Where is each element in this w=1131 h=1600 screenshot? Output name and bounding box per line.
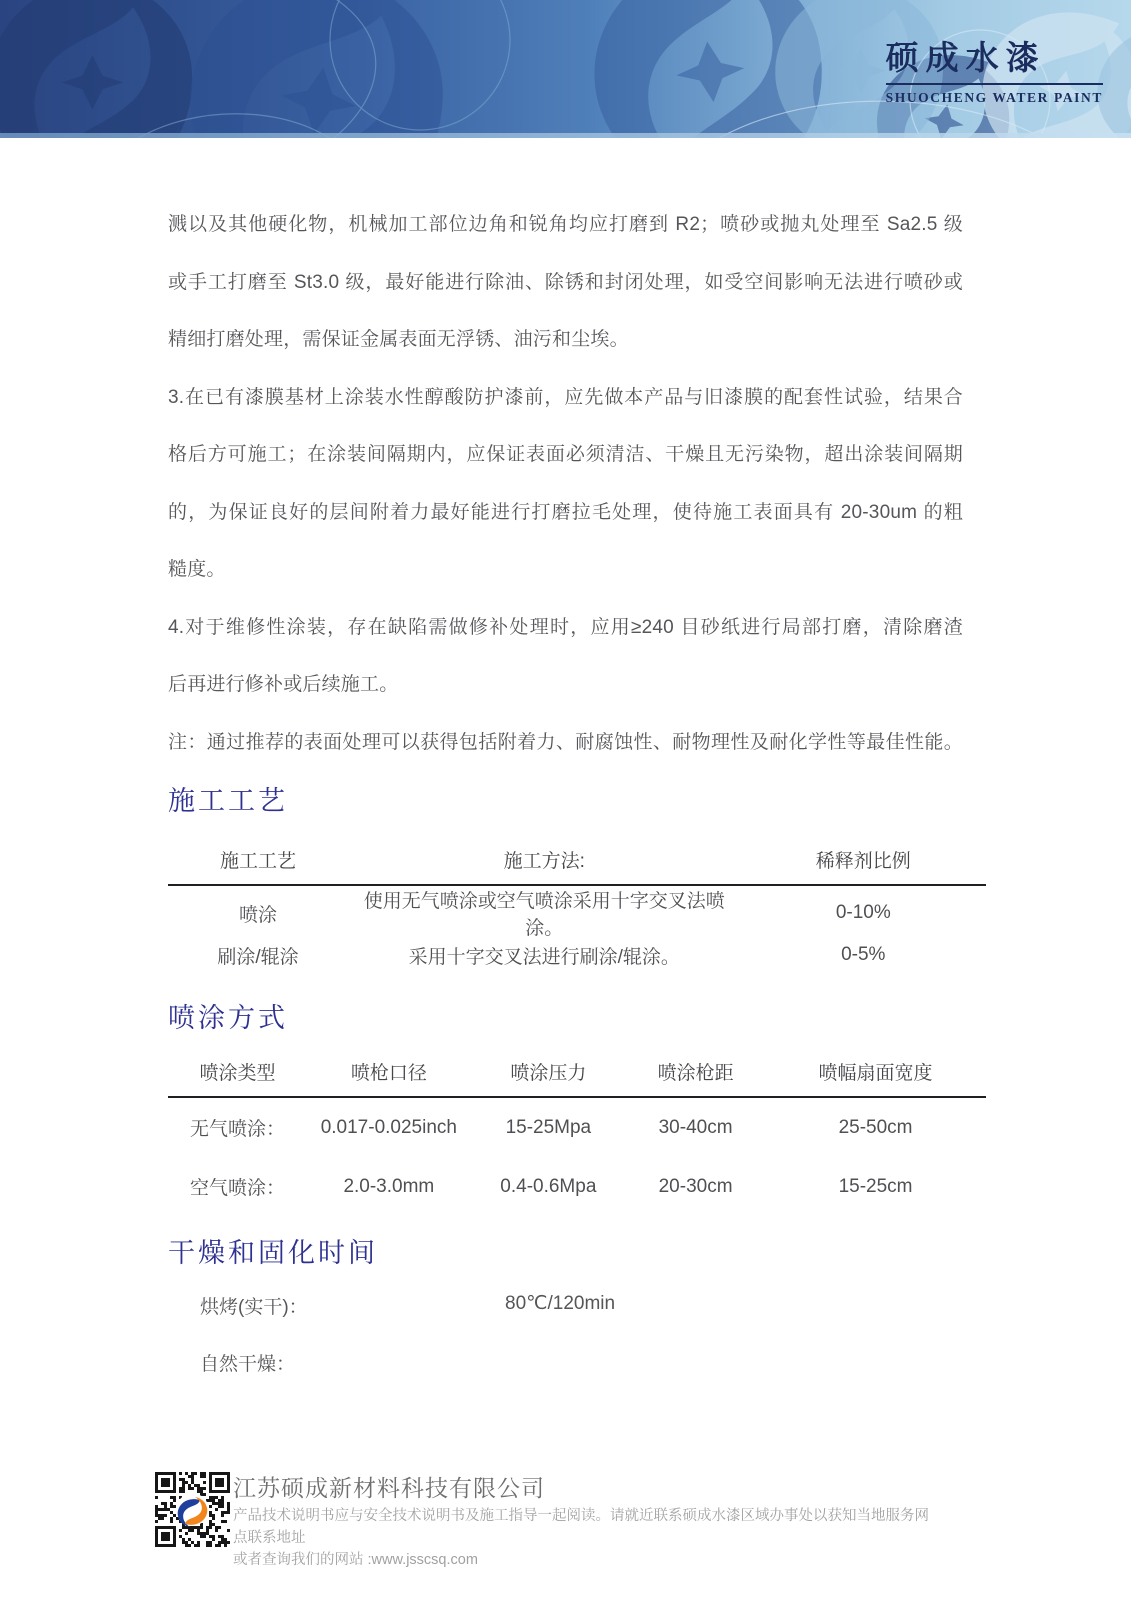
- drying-value: 80℃/120min: [505, 1293, 616, 1314]
- process-table: [168, 846, 986, 978]
- page-header-banner: [0, 0, 1131, 138]
- table-cell: 0.017-0.025inch: [320, 1116, 457, 1138]
- column-header: 喷涂类型: [199, 1063, 276, 1084]
- table-row: [168, 1098, 986, 1157]
- body-line: 精细打磨处理，需保证金属表面无浮锈、油污和尘埃。: [168, 329, 629, 350]
- section-title-process: 施工工艺: [168, 786, 288, 816]
- table-cell: 刷涂/辊涂: [217, 946, 299, 968]
- spray-table: [168, 1058, 986, 1216]
- process-table-header-row: [168, 846, 986, 886]
- brand-logo-icon: [886, 32, 1131, 138]
- body-paragraphs: [168, 196, 963, 771]
- body-line: 注：通过推荐的表面处理可以获得包括附着力、耐腐蚀性、耐物理性及耐化学性等最佳性能。: [168, 731, 963, 753]
- column-header: 喷涂枪距: [657, 1063, 734, 1084]
- body-line: 糙度。: [168, 559, 226, 580]
- company-name: 江苏硕成新材料科技有限公司: [233, 1475, 545, 1501]
- column-header: 喷枪口径: [350, 1063, 427, 1084]
- brand-logo: [886, 32, 1103, 106]
- table-cell: 0-5%: [841, 944, 886, 965]
- drying-label: 烘烤(实干)：: [200, 1297, 308, 1318]
- table-cell: 0.4-0.6Mpa: [500, 1175, 597, 1197]
- column-header: 喷涂压力: [510, 1063, 587, 1084]
- footer-note-line: 产品技术说明书应与安全技术说明书及施工指导一起阅读。请就近联系硕成水漆区域办事处以获知当地服务网点联系地址: [233, 1508, 929, 1546]
- table-cell: 空气喷涂：: [190, 1178, 286, 1199]
- brand-name-en: SHUOCHENG WATER PAINT: [885, 90, 1103, 105]
- table-cell: 20-30cm: [658, 1175, 733, 1197]
- table-row: [168, 1157, 986, 1216]
- column-header: 稀释剂比例: [815, 851, 911, 872]
- body-line: 或手工打磨至 St3.0 级，最好能进行除油、除锈和封闭处理，如受空间影响无法进行喷砂或: [168, 271, 963, 293]
- column-header: 施工方法:: [503, 851, 585, 872]
- column-header: 喷幅扇面宽度: [818, 1063, 933, 1084]
- table-cell: 无气喷涂：: [190, 1119, 286, 1140]
- table-cell: 采用十字交叉法进行刷涂/辊涂。: [408, 946, 680, 968]
- table-cell: 15-25cm: [838, 1175, 913, 1197]
- table-cell: 2.0-3.0mm: [343, 1175, 435, 1197]
- drying-label: 自然干燥：: [200, 1354, 296, 1375]
- table-cell: 喷涂: [238, 904, 277, 926]
- drying-item: [168, 1349, 963, 1375]
- column-header: 施工工艺: [219, 851, 296, 872]
- body-line: 4.对于维修性涂装，存在缺陷需做修补处理时，应用≥240 目砂纸进行局部打磨，清除磨渣: [168, 616, 963, 638]
- table-cell: 30-40cm: [658, 1116, 733, 1138]
- table-cell: 15-25Mpa: [505, 1116, 592, 1138]
- drying-item: [168, 1292, 963, 1318]
- body-line: 溅以及其他硬化物，机械加工部位边角和锐角均应打磨到 R2；喷砂或抛丸处理至 Sa2.5 级: [168, 214, 963, 235]
- section-title-drying: 干燥和固化时间: [168, 1238, 378, 1268]
- brand-name-cn: 硕成水漆: [886, 32, 1103, 85]
- body-line: 后再进行修补或后续施工。: [168, 674, 399, 695]
- table-cell: 25-50cm: [838, 1116, 913, 1138]
- table-row: [168, 886, 986, 939]
- footer-note-line: 或者查询我们的网站 :www.jsscsq.com: [233, 1552, 478, 1568]
- table-cell: 使用无气喷涂或空气喷涂采用十字交叉法喷涂。: [363, 891, 725, 939]
- section-title-spray: 喷涂方式: [168, 1003, 288, 1033]
- spray-table-header-row: [168, 1058, 986, 1098]
- table-cell: 0-10%: [835, 902, 891, 923]
- body-line: 3.在已有漆膜基材上涂装水性醇酸防护漆前，应先做本产品与旧漆膜的配套性试验，结果合: [168, 386, 963, 408]
- body-line: 的，为保证良好的层间附着力最好能进行打磨拉毛处理，使待施工表面具有 20-30um 的粗: [168, 501, 963, 523]
- qr-code: [155, 1472, 230, 1547]
- body-line: 格后方可施工；在涂装间隔期内，应保证表面必须清洁、干燥且无污染物，超出涂装间隔期: [168, 444, 963, 465]
- footer-note: [233, 1505, 933, 1571]
